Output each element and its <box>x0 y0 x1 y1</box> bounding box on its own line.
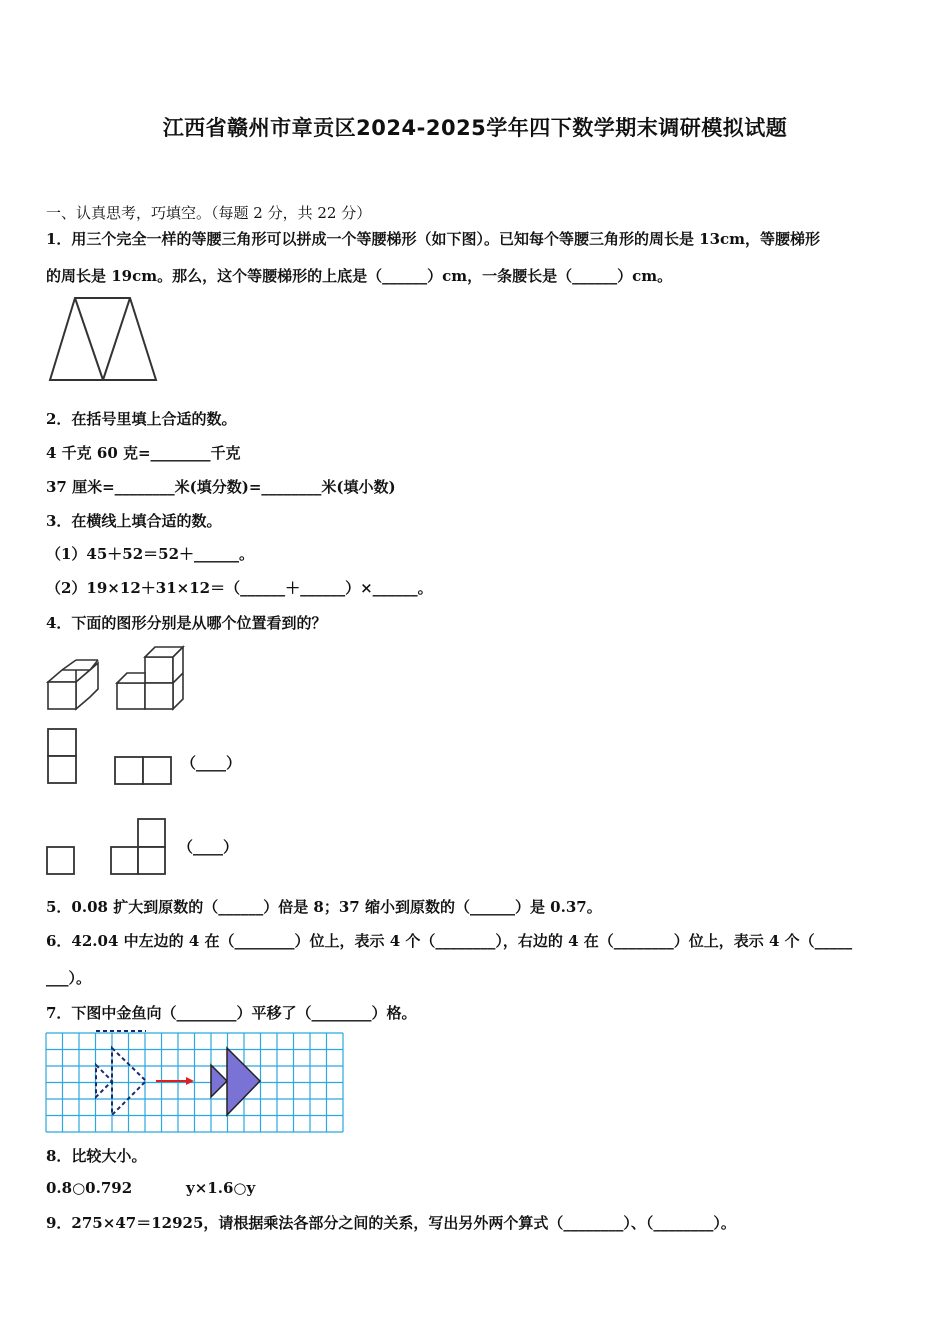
fish-translated-solid <box>211 1048 260 1115</box>
question-1-line-1: 1．用三个完全一样的等腰三角形可以拼成一个等腰梯形（如下图）。已知每个等腰三角形的周长是 13cm，等腰梯形 <box>46 230 821 248</box>
trapezoid-figure <box>46 296 161 384</box>
view-l-shape <box>110 818 168 876</box>
section-heading: 一、认真思考，巧填空。（每题 2 分，共 22 分） <box>46 204 372 222</box>
question-6-line-2: ___）。 <box>46 969 92 987</box>
view-vertical-two-squares <box>47 728 79 786</box>
question-4-blank-2[interactable]: （____） <box>178 838 239 856</box>
question-2-a: 4 千克 60 克=________千克 <box>46 444 241 462</box>
question-8-prompt: 8．比较大小。 <box>46 1147 147 1165</box>
trapezoid-outline <box>50 298 156 380</box>
fish-original-dashed <box>96 1031 146 1115</box>
question-2-b: 37 厘米=________米(填分数)=________米(填小数) <box>46 478 396 496</box>
view-single-square <box>46 846 76 876</box>
question-6-line-1: 6．42.04 中左边的 4 在（________）位上，表示 4 个（________），右边的 4 在（________）位上，表示 4 个（_____ <box>46 932 853 950</box>
trapezoid-divider-left <box>75 298 103 380</box>
question-8-b: y×1.6○y <box>186 1179 256 1197</box>
cube-figure-2 <box>115 645 185 712</box>
question-8-a: 0.8○0.792 <box>46 1179 133 1197</box>
page-title: 江西省赣州市章贡区2024-2025学年四下数学期末调研模拟试题 <box>162 116 788 140</box>
trapezoid-divider-right <box>103 298 130 380</box>
question-2-prompt: 2．在括号里填上合适的数。 <box>46 410 237 428</box>
question-7: 7．下图中金鱼向（________）平移了（________）格。 <box>46 1004 417 1022</box>
question-4-blank-1[interactable]: （____） <box>181 754 242 772</box>
question-3-b: （2）19×12＋31×12＝（______＋______）×______。 <box>46 579 433 597</box>
cube-figure-1 <box>46 658 102 712</box>
question-5: 5．0.08 扩大到原数的（______）倍是 8；37 缩小到原数的（______）是 0.37。 <box>46 898 602 916</box>
question-1-line-2: 的周长是 19cm。那么，这个等腰梯形的上底是（______）cm，一条腰长是（______）cm。 <box>46 267 673 285</box>
question-3-a: （1）45＋52＝52＋______。 <box>46 545 255 563</box>
question-4-prompt: 4．下面的图形分别是从哪个位置看到的？ <box>46 614 327 632</box>
question-9: 9．275×47＝12925，请根据乘法各部分之间的关系，写出另外两个算式（________）、（________）。 <box>46 1214 736 1232</box>
view-horizontal-two-squares <box>114 756 174 786</box>
question-3-prompt: 3．在横线上填合适的数。 <box>46 512 222 530</box>
fish-grid-figure <box>46 1031 344 1133</box>
